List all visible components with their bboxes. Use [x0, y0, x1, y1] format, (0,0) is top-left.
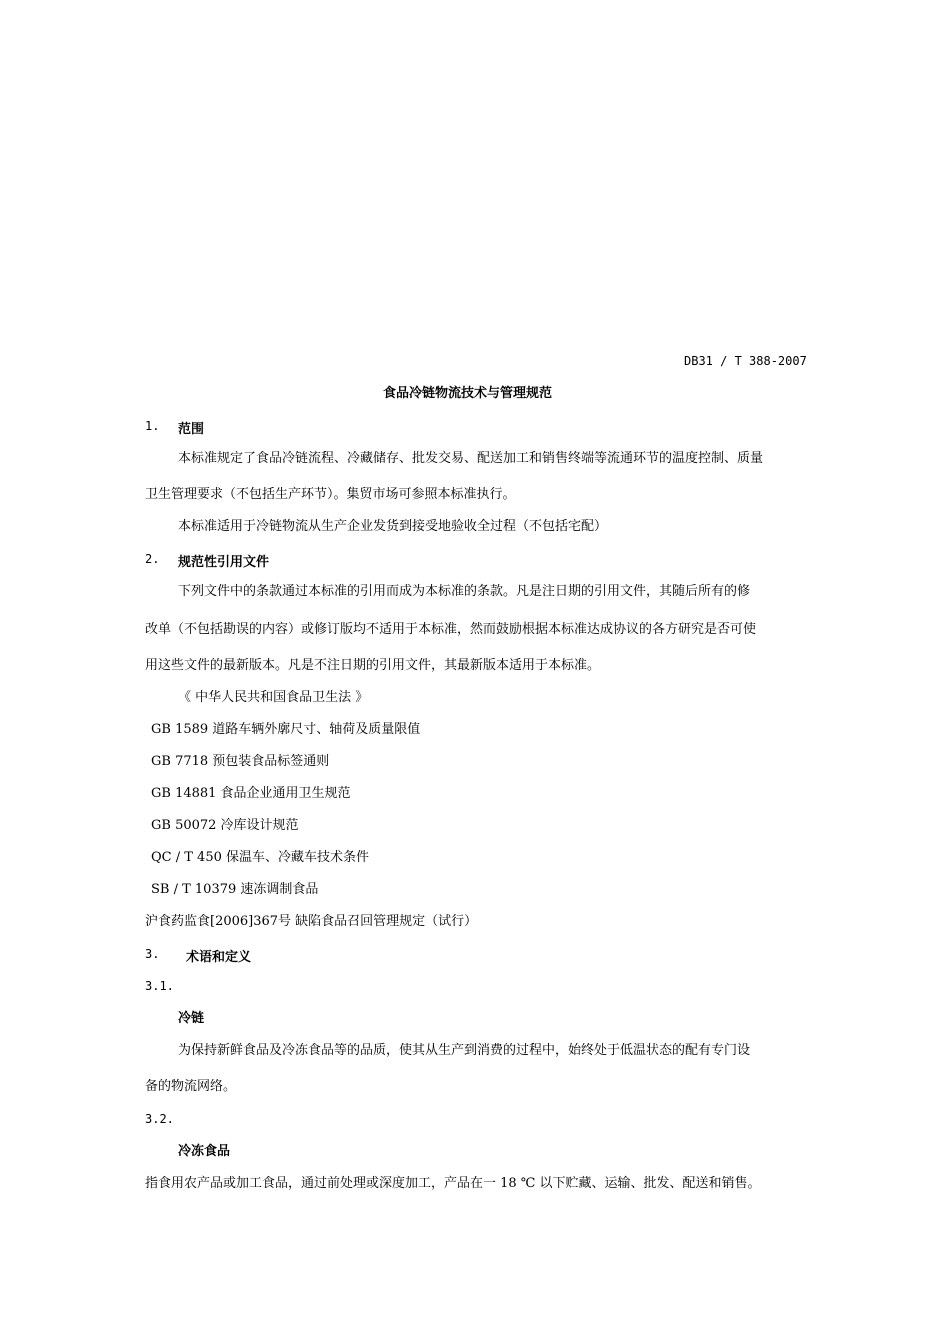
section-1-title: 范围 [178, 422, 205, 437]
term-3-1-definition-line-1: 为保持新鲜食品及冷冻食品等的品质，使其从生产到消费的过程中，始终处于低温状态的配有专门设 [178, 1043, 751, 1058]
section-1-paragraph-1-line-2: 卫生管理要求（不包括生产环节）。集贸市场可参照本标准执行。 [145, 487, 516, 502]
section-1-number: 1. [145, 419, 160, 433]
reference-item: 沪食药监食[2006]367号 缺陷食品召回管理规定（试行） [145, 914, 478, 929]
section-1-paragraph-2: 本标准适用于冷链物流从生产企业发货到接受地验收全过程（不包括宅配） [178, 519, 608, 534]
section-2-paragraph-line-2: 改单（不包括勘误的内容）或修订版均不适用于本标准，然而鼓励根据本标准达成协议的各方研究是否可使 [145, 622, 757, 637]
reference-item: QC / T 450 保温车、冷藏车技术条件 [151, 850, 369, 865]
section-2-number: 2. [145, 552, 160, 566]
section-2-paragraph-line-3: 用这些文件的最新版本。凡是不注日期的引用文件，其最新版本适用于本标准。 [145, 658, 601, 673]
term-3-2-definition: 指食用农产品或加工食品，通过前处理或深度加工，产品在一 18 ℃ 以下贮藏、运输、批发、配送和销售。 [145, 1176, 761, 1191]
section-1-paragraph-1-line-1: 本标准规定了食品冷链流程、冷藏储存、批发交易、配送加工和销售终端等流通环节的温度控制、质量 [178, 451, 764, 466]
reference-item: GB 50072 冷库设计规范 [151, 818, 299, 833]
term-3-2-number: 3.2. [145, 1112, 174, 1126]
section-3-title: 术语和定义 [186, 950, 252, 965]
reference-item: SB / T 10379 速冻调制食品 [151, 882, 319, 897]
section-2-paragraph-line-1: 下列文件中的条款通过本标准的引用而成为本标准的条款。凡是注日期的引用文件，其随后所有的修 [178, 584, 751, 599]
reference-item: GB 1589 道路车辆外廓尺寸、轴荷及质量限值 [151, 722, 421, 737]
standard-code: DB31 / T 388-2007 [684, 354, 807, 368]
reference-item: GB 14881 食品企业通用卫生规范 [151, 786, 351, 801]
section-2-title: 规范性引用文件 [178, 555, 270, 570]
reference-item: 《 中华人民共和国食品卫生法 》 [178, 690, 369, 705]
document-title: 食品冷链物流技术与管理规范 [383, 386, 553, 401]
term-3-2-name: 冷冻食品 [178, 1144, 231, 1159]
term-3-1-name: 冷链 [178, 1011, 205, 1026]
reference-item: GB 7718 预包装食品标签通则 [151, 754, 330, 769]
term-3-1-definition-line-2: 备的物流网络。 [145, 1079, 237, 1094]
section-3-number: 3. [145, 947, 160, 961]
term-3-1-number: 3.1. [145, 979, 174, 993]
